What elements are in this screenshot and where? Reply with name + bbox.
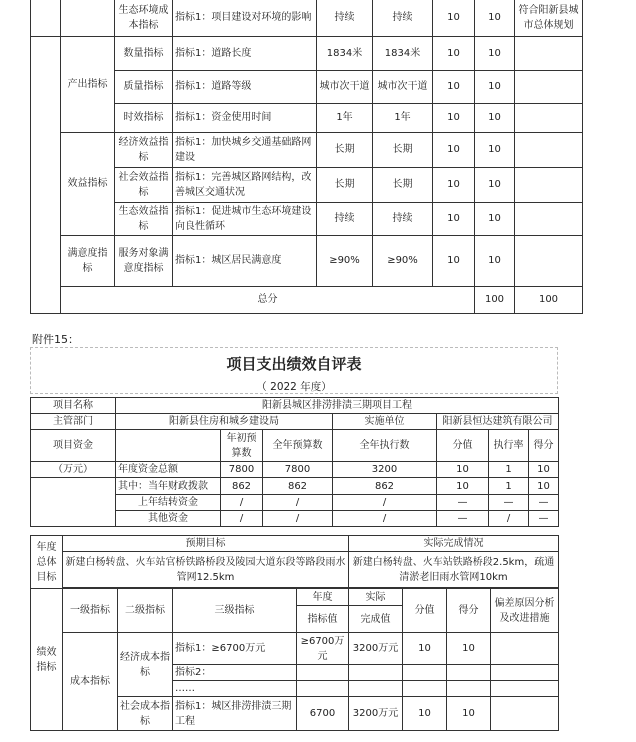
econ-1-actual: 3200万元 [349, 633, 403, 665]
fund-rate: 1 [489, 462, 529, 478]
actual-value: 1834米 [373, 36, 433, 70]
fund-budget: / [221, 511, 263, 527]
annual-value: 城市次干道 [317, 70, 373, 103]
fund-rate: — [489, 495, 529, 511]
fund-row-label: 其中：当年财政拨款 [116, 478, 221, 495]
fund-score: 10 [529, 478, 559, 495]
goal-performance-table [30, 535, 559, 731]
project-name: 阳新县城区排涝排渍三期项目工程 [116, 398, 559, 414]
econ-1-annual: ≥6700万元 [297, 633, 349, 665]
fund-full: / [263, 511, 333, 527]
annex-label: 附件15： [32, 333, 79, 346]
fund-budget: / [221, 495, 263, 511]
first-level-cost: 成本指标 [63, 633, 118, 731]
weight-cell: 10 [433, 0, 475, 36]
tertiary-indicator: 指标1：促进城市生态环境建设向良性循环 [173, 202, 317, 235]
performance-table-continued [30, 0, 583, 314]
annual-value: 1年 [317, 103, 373, 132]
social-cost-label: 社会成本指标 [118, 697, 173, 731]
tertiary-indicator: 指标1：完善城区路网结构，改善城区交通状况 [173, 167, 317, 202]
secondary-indicator: 数量指标 [115, 36, 173, 70]
funds-label: 项目资金 [31, 430, 116, 462]
actual-value: ≥90% [373, 235, 433, 286]
benefit-group-label: 效益指标 [61, 132, 115, 235]
actual-value: 长期 [373, 132, 433, 167]
weight-cell: 10 [433, 167, 475, 202]
fund-full: / [263, 495, 333, 511]
weight-cell: 10 [433, 202, 475, 235]
score-cell: 10 [475, 103, 515, 132]
header-annual: 年度 [297, 589, 349, 606]
actual-value: 城市次干道 [373, 70, 433, 103]
actual-value: 持续 [373, 202, 433, 235]
tertiary-indicator: 指标1：道路等级 [173, 70, 317, 103]
header-score: 得分 [529, 430, 559, 462]
secondary-indicator: 生态环境成本指标 [115, 0, 173, 36]
header-first-level: 一级指标 [63, 589, 118, 633]
total-label: 总分 [61, 286, 475, 313]
social-1-actual: 3200万元 [349, 697, 403, 731]
weight-cell: 10 [433, 36, 475, 70]
annual-value: 长期 [317, 167, 373, 202]
fund-full: 862 [263, 478, 333, 495]
funds-unit: （万元） [31, 462, 116, 478]
header-annual-sub: 指标值 [297, 606, 349, 633]
fund-score: — [529, 495, 559, 511]
actual-completion-label: 实际完成情况 [349, 536, 559, 552]
actual-completion-text: 新建白杨转盘、火车站铁路桥段2.5km，疏通清淤老旧雨水管网10km [349, 552, 559, 588]
econ-cost-label: 经济成本指标 [118, 633, 173, 697]
project-name-label: 项目名称 [31, 398, 116, 414]
score-cell: 10 [475, 70, 515, 103]
fund-rate: 1 [489, 478, 529, 495]
social-1-score: 10 [447, 697, 491, 731]
header-full-budget: 全年预算数 [263, 430, 333, 462]
secondary-indicator: 生态效益指标 [115, 202, 173, 235]
annual-value: 持续 [317, 202, 373, 235]
score-cell: 10 [475, 235, 515, 286]
weight-cell: 10 [433, 235, 475, 286]
goal-label: 年度总体目标 [31, 536, 63, 589]
fund-exec: / [333, 495, 437, 511]
header-actual-sub: 完成值 [349, 606, 403, 633]
fund-score: 10 [529, 462, 559, 478]
weight-cell: 10 [433, 70, 475, 103]
header-third-level: 三级指标 [173, 589, 297, 633]
header-budget: 年初预算数 [221, 430, 263, 462]
fund-exec: / [333, 511, 437, 527]
tertiary-indicator: 指标1：加快城乡交通基础路网建设 [173, 132, 317, 167]
fund-row-label: 上年结转资金 [116, 495, 221, 511]
score-cell: 10 [475, 167, 515, 202]
remark-cell: 符合阳新县城市总体规划 [515, 0, 583, 36]
secondary-indicator: 社会效益指标 [115, 167, 173, 202]
fund-weight: — [437, 511, 489, 527]
annual-value: 持续 [317, 0, 373, 36]
expected-goal-text: 新建白杨转盘、火车站官桥铁路桥段及陵园大道东段等路段雨水管网12.5km [63, 552, 349, 588]
fund-row-label: 其他资金 [116, 511, 221, 527]
tertiary-indicator: 指标1：项目建设对环境的影响 [173, 0, 317, 36]
header-weight: 分值 [437, 430, 489, 462]
fund-exec: 862 [333, 478, 437, 495]
form-title: 项目支出绩效自评表 [226, 355, 362, 373]
satisfaction-group-label: 满意度指标 [61, 235, 115, 286]
social-1-annual: 6700 [297, 697, 349, 731]
actual-value: 1年 [373, 103, 433, 132]
header-weight: 分值 [403, 589, 447, 633]
header-rate: 执行率 [489, 430, 529, 462]
annual-value: 长期 [317, 132, 373, 167]
econ-indicator-3: …… [173, 681, 297, 697]
annual-value: ≥90% [317, 235, 373, 286]
dept-value: 阳新县住房和城乡建设局 [116, 414, 333, 430]
score-cell: 10 [475, 36, 515, 70]
impl-value: 阳新县恒达建筑有限公司 [437, 414, 559, 430]
weight-cell: 10 [433, 132, 475, 167]
total-weight: 100 [475, 286, 515, 313]
header-score: 得分 [447, 589, 491, 633]
header-execution: 全年执行数 [333, 430, 437, 462]
secondary-indicator: 服务对象满意度指标 [115, 235, 173, 286]
econ-indicator-2: 指标2： [173, 665, 297, 681]
econ-1-score: 10 [447, 633, 491, 665]
expected-goal-label: 预期目标 [63, 536, 349, 552]
fund-rate: / [489, 511, 529, 527]
perf-group-label: 绩效指标 [31, 589, 63, 731]
fund-budget: 862 [221, 478, 263, 495]
fund-weight: 10 [437, 478, 489, 495]
score-cell: 10 [475, 132, 515, 167]
actual-value: 持续 [373, 0, 433, 36]
tertiary-indicator: 指标1：道路长度 [173, 36, 317, 70]
fund-full: 7800 [263, 462, 333, 478]
header-second-level: 二级指标 [118, 589, 173, 633]
fund-budget: 7800 [221, 462, 263, 478]
weight-cell: 10 [433, 103, 475, 132]
tertiary-indicator: 指标1：资金使用时间 [173, 103, 317, 132]
impl-label: 实施单位 [333, 414, 437, 430]
fund-weight: — [437, 495, 489, 511]
fund-row-label: 年度资金总额 [116, 462, 221, 478]
fund-exec: 3200 [333, 462, 437, 478]
econ-indicator-1: 指标1：≥6700万元 [173, 633, 297, 665]
header-actual: 实际 [349, 589, 403, 606]
total-score: 100 [515, 286, 583, 313]
output-group-label: 产出指标 [61, 36, 115, 132]
score-cell: 10 [475, 0, 515, 36]
annual-value: 1834米 [317, 36, 373, 70]
form-year: （ 2022 年度） [256, 381, 332, 393]
fund-weight: 10 [437, 462, 489, 478]
social-1-weight: 10 [403, 697, 447, 731]
econ-1-weight: 10 [403, 633, 447, 665]
tertiary-indicator: 指标1：城区居民满意度 [173, 235, 317, 286]
secondary-indicator: 质量指标 [115, 70, 173, 103]
actual-value: 长期 [373, 167, 433, 202]
social-indicator-1: 指标1：城区排涝排渍三期工程 [173, 697, 297, 731]
secondary-indicator: 经济效益指标 [115, 132, 173, 167]
dept-label: 主管部门 [31, 414, 116, 430]
score-cell: 10 [475, 202, 515, 235]
fund-score: — [529, 511, 559, 527]
project-info-table [30, 397, 559, 527]
secondary-indicator: 时效指标 [115, 103, 173, 132]
header-deviation-reason: 偏差原因分析及改进措施 [491, 589, 559, 633]
